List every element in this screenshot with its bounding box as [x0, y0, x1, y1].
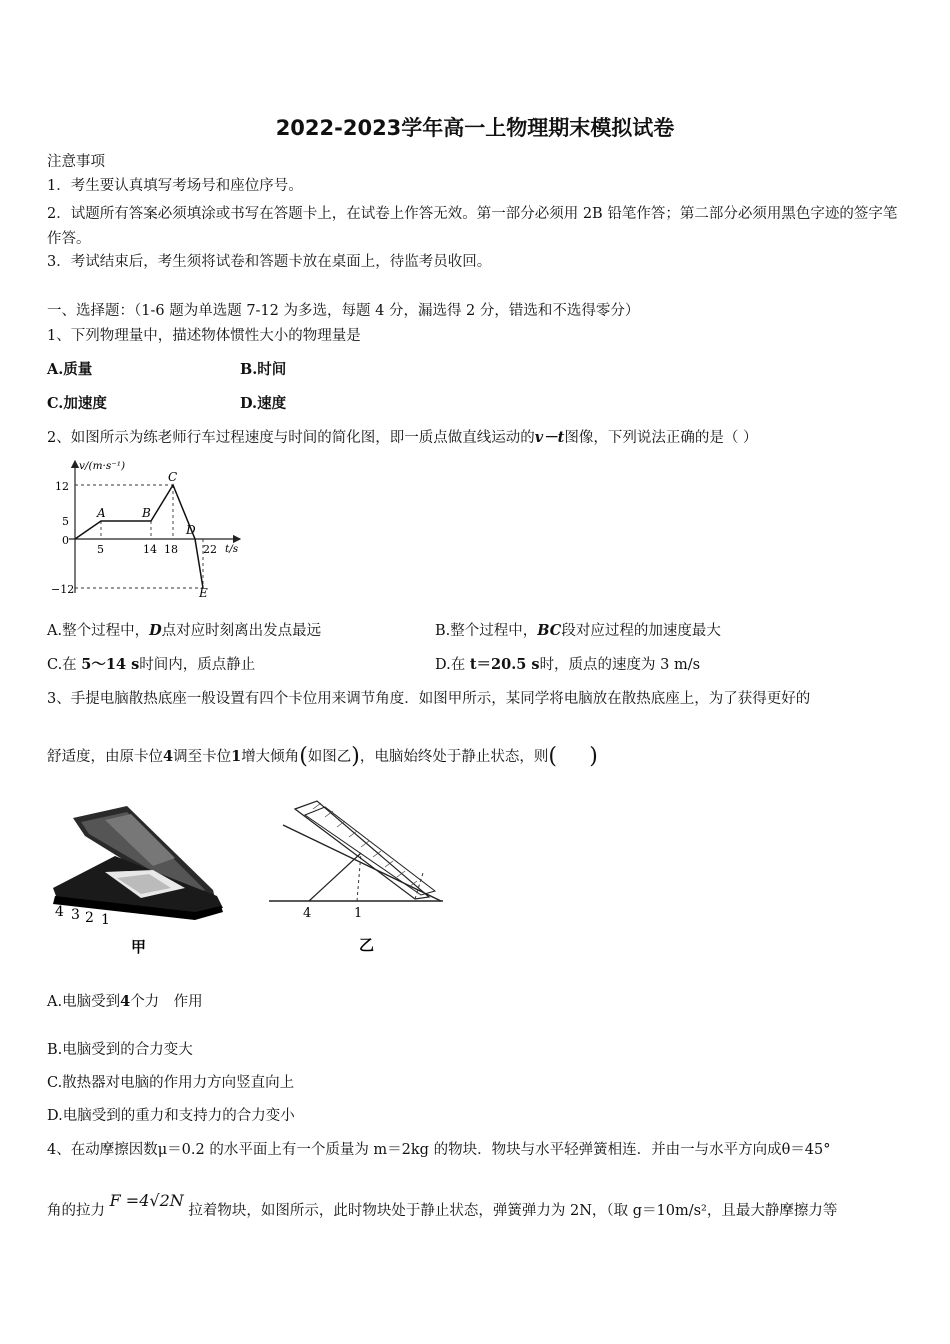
y-tick-neg12: −12 [51, 583, 75, 596]
figure-jia-caption: 甲 [131, 938, 147, 956]
q1-option-a: A.质量 [47, 361, 93, 378]
x-tick-5: 5 [97, 543, 104, 556]
x-axis-label: t/s [225, 543, 239, 555]
x-tick-18: 18 [164, 543, 178, 556]
page-title: 2022-2023学年高一上物理期末模拟试卷 [275, 116, 675, 140]
q1-stem: 1、下列物理量中，描述物体惯性大小的物理量是 [47, 328, 361, 344]
q2-stem-a: 2、如图所示为练老师行车过程速度与时间的简化图，即一质点做直线运动的 [47, 430, 535, 446]
point-d: D [186, 523, 196, 537]
q3-stem-line2: 舒适度，由原卡位4调至卡位1增大倾角(如图乙)，电脑始终处于静止状态，则( ) [47, 744, 598, 769]
x-tick-14: 14 [143, 543, 157, 556]
y-tick-5: 5 [62, 515, 69, 528]
q4-formula: F =4√2N [109, 1191, 184, 1210]
svg-text:3: 3 [71, 907, 80, 923]
q3-stem-line1: 3、手提电脑散热底座一般设置有四个卡位用来调节角度．如图甲所示，某同学将电脑放在散热底座上，为了获得更好的 [47, 691, 811, 707]
section-heading: 一、选择题：（1-6 题为单选题 7-12 为多选，每题 4 分，漏选得 2 分，错选和不选得零分） [47, 303, 640, 319]
q3-option-d: D.电脑受到的重力和支持力的合力变小 [47, 1108, 295, 1124]
vt-curve [75, 485, 203, 588]
svg-text:2: 2 [85, 910, 94, 926]
q3-option-a: A.电脑受到4个力 作用 [47, 993, 203, 1010]
notice-heading: 注意事项 [47, 154, 105, 170]
q2-option-c: C.在 5～14 s时间内，质点静止 [47, 656, 256, 673]
y-tick-0: 0 [62, 534, 69, 547]
q1-option-b: B.时间 [240, 361, 287, 378]
y-axis-label: v/(m·s⁻¹) [79, 460, 126, 472]
q2-option-b: B.整个过程中，BC段对应过程的加速度最大 [435, 622, 721, 639]
point-b: B [142, 506, 151, 520]
q1-option-d: D.速度 [240, 395, 287, 412]
q3-option-b: B.电脑受到的合力变大 [47, 1042, 193, 1058]
q2-option-a: A.整个过程中，D点对应时刻离出发点最远 [47, 622, 322, 639]
figure-jia [45, 800, 235, 960]
q4-line1: 4、在动摩擦因数μ＝0.2 的水平面上有一个质量为 m＝2kg 的物块．物块与水平轻弹簧相连．并由一与水平方向成θ＝45° [47, 1142, 831, 1158]
point-c: C [168, 470, 178, 484]
q4-line2: 角的拉力 F =4√2N 拉着物块，如图所示，此时物块处于静止状态，弹簧弹力为 2N，（取 g＝10m/s²，且最大静摩擦力等 [47, 1191, 838, 1219]
x-tick-22: 22 [203, 543, 217, 556]
notice-item-2: 2．试题所有答案必须填涂或书写在答题卡上，在试卷上作答无效。第一部分必须用 2B 铅笔作答；第二部分必须用黑色字迹的签字笔作答。 [47, 206, 898, 247]
svg-text:1: 1 [354, 906, 363, 921]
q3-option-c: C.散热器对电脑的作用力方向竖直向上 [47, 1075, 295, 1091]
point-a: A [97, 506, 106, 520]
svg-text:4: 4 [55, 904, 64, 920]
vt-graph [45, 455, 250, 600]
q2-stem [47, 428, 757, 448]
notice-item-1: 1．考生要认真填写考场号和座位序号。 [47, 178, 303, 194]
q2-stem-b: 图像，下列说法正确的是（ ） [564, 430, 758, 446]
q2-option-d: D.在 t＝20.5 s时，质点的速度为 3 m/s [435, 656, 701, 673]
notice-item-3: 3．考试结束后，考生须将试卷和答题卡放在桌面上，待监考员收回。 [47, 254, 492, 270]
y-tick-12: 12 [55, 480, 69, 493]
svg-text:1: 1 [101, 912, 110, 928]
svg-text:4: 4 [303, 906, 312, 921]
q1-option-c: C.加速度 [47, 395, 107, 412]
q2-stem-var: v－t [534, 429, 565, 446]
figure-yi [265, 795, 450, 960]
figure-yi-caption: 乙 [359, 936, 375, 954]
point-e: E [199, 586, 208, 600]
